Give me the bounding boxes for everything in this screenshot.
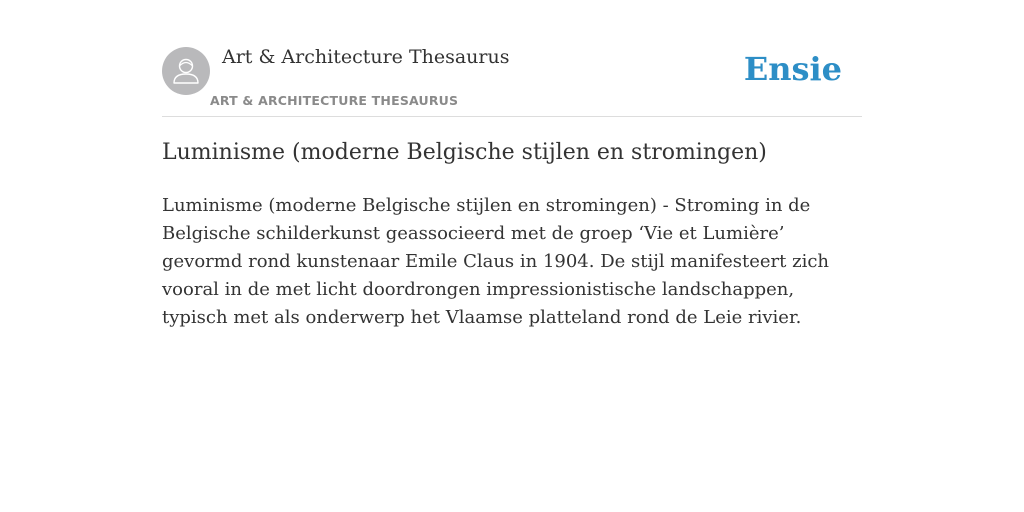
user-placeholder-icon — [162, 47, 210, 95]
avatar[interactable] — [162, 47, 210, 95]
entry-body: Luminisme (moderne Belgische stijlen en stromingen) - Stroming in de Belgische schilderkunst geassocieerd met de groep ‘Vie et Lumière’ gevormd rond kunstenaar Emile Claus in 1904. De stijl manifesteert zich vooral in de met licht doordrongen impressionistische landschappen, typisch met als onderwerp het Vlaamse platteland rond de Leie rivier. — [162, 195, 830, 328]
entry-header — [162, 40, 862, 117]
entry-title: Luminisme (moderne Belgische stijlen en stromingen) — [162, 140, 767, 165]
brand-logo[interactable]: Ensie — [743, 50, 842, 88]
source-subtitle[interactable]: ART & ARCHITECTURE THESAURUS — [210, 93, 459, 108]
source-title[interactable]: Art & Architecture Thesaurus — [222, 46, 510, 68]
